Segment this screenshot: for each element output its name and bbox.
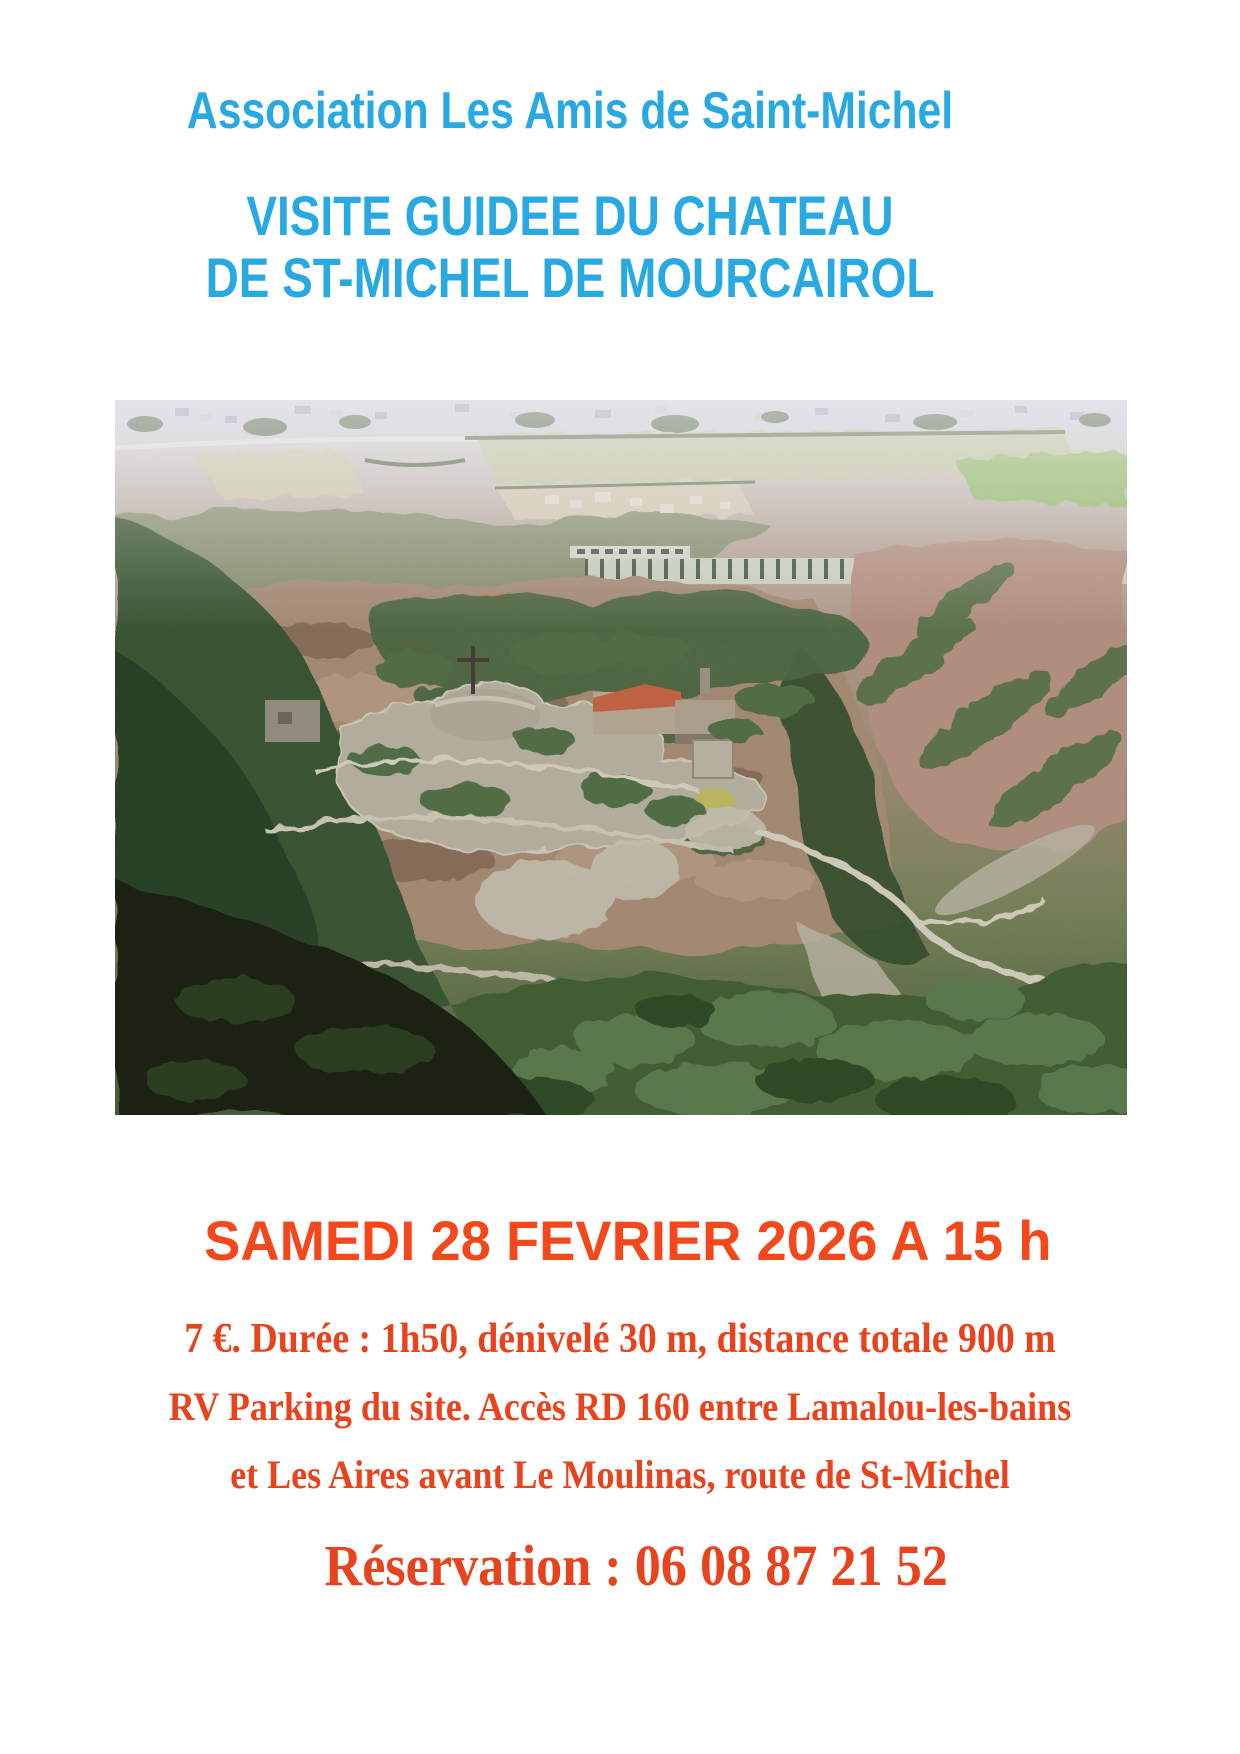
tour-details-line-2: RV Parking du site. Accès RD 160 entre Lamalou-les-bains	[168, 1384, 1072, 1429]
tour-details-line-3: et Les Aires avant Le Moulinas, route de St-Michel	[230, 1452, 1010, 1497]
castle-aerial-photo	[115, 400, 1127, 1115]
castle-photo-illustration	[115, 400, 1127, 1115]
tour-details-line-1: 7 €. Durée : 1h50, dénivelé 30 m, distance totale 900 m	[184, 1316, 1056, 1362]
page-title: Association Les Amis de Saint-Michel	[186, 82, 954, 140]
reservation-line: Réservation : 06 08 87 21 52	[324, 1533, 948, 1598]
subtitle-line-1: VISITE GUIDEE DU CHATEAU	[246, 184, 894, 247]
subtitle-line-2: DE ST-MICHEL DE MOURCAIROL	[205, 246, 935, 309]
event-date-heading: SAMEDI 28 FEVRIER 2026 A 15 h	[204, 1209, 1052, 1272]
poster-subtitle	[103, 185, 1038, 309]
